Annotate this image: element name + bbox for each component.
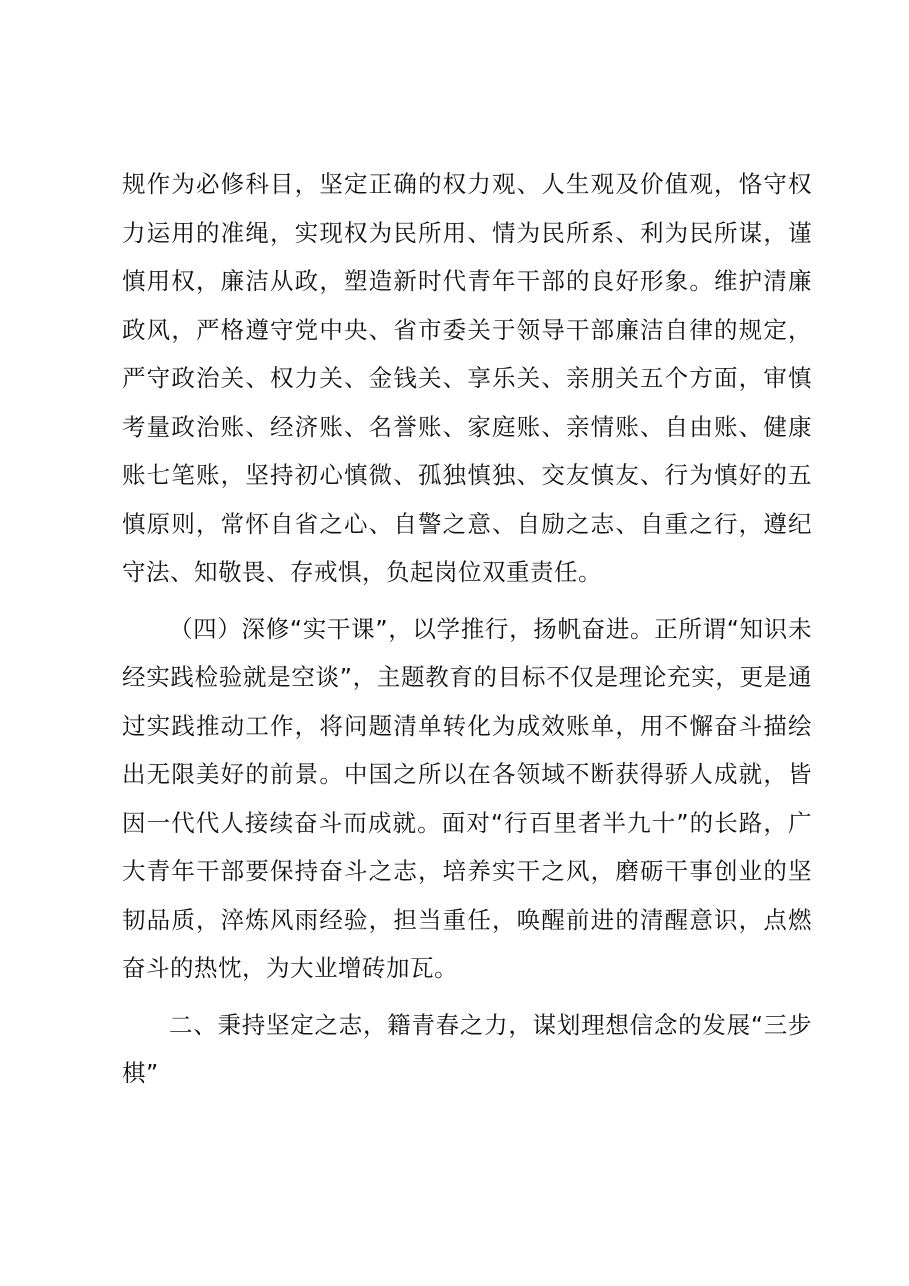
document-body [122, 160, 812, 1098]
body-paragraph-practice: （四）深修“实干课”，以学推行，扬帆奋进。正所谓“知识未经实践检验就是空谈”，主题教育的目标不仅是理论充实，更是通过实践推动工作，将问题清单转化为成效账单，用不懈奋斗描绘出无限美好的前景。中国之所以在各领域不断获得骄人成就，皆因一代代人接续奋斗而成就。面对“行百里者半九十”的长路，广大青年干部要保持奋斗之志，培养实干之风，磨砺干事创业的坚韧品质，淬炼风雨经验，担当重任，唤醒前进的清醒意识，点燃奋斗的热忱，为大业增砖加瓦。 [122, 614, 812, 982]
section-heading-two: 二、秉持坚定之志，籍青春之力，谋划理想信念的发展“三步棋” [122, 1010, 812, 1087]
body-paragraph-continued: 规作为必修科目，坚定正确的权力观、人生观及价值观，恪守权力运用的准绳，实现权为民所用、情为民所系、利为民所谋，谨慎用权，廉洁从政，塑造新时代青年干部的良好形象。维护清廉政风，严格遵守党中央、省市委关于领导干部廉洁自律的规定，严守政治关、权力关、金钱关、享乐关、亲朋关五个方面，审慎考量政治账、经济账、名誉账、家庭账、亲情账、自由账、健康账七笔账，坚持初心慎微、孤独慎独、交友慎友、行为慎好的五慎原则，常怀自省之心、自警之意、自励之志、自重之行，遵纪守法、知敬畏、存戒惧，负起岗位双重责任。 [122, 170, 812, 586]
